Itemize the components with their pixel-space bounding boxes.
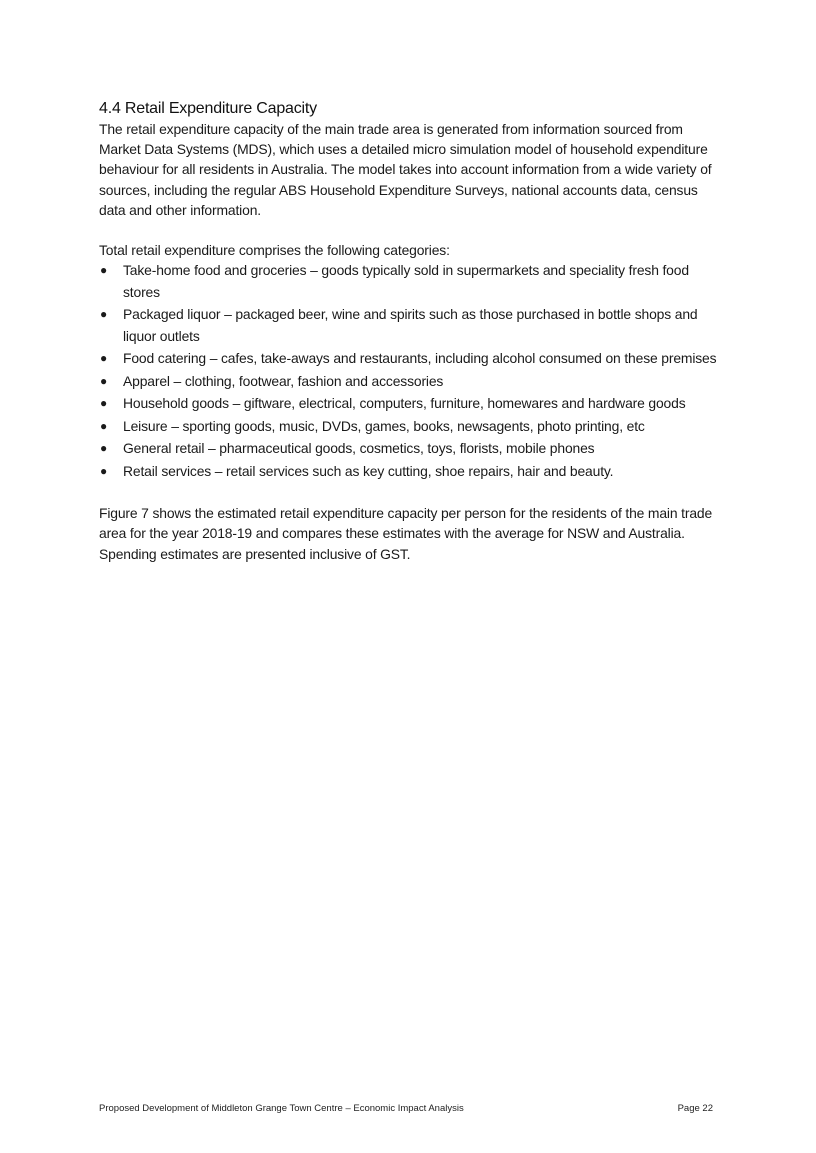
- bullet-icon: ●: [100, 373, 108, 388]
- bullet-icon: ●: [100, 463, 108, 478]
- page-content: [99, 99, 724, 564]
- list-item: [99, 461, 724, 483]
- list-item-text: Food catering – cafes, take-aways and restaurants, including alcohol consumed on these premises: [123, 350, 717, 367]
- list-item: [99, 438, 724, 460]
- bullet-icon: ●: [100, 351, 108, 366]
- footer-document-title: Proposed Development of Middleton Grange Town Centre – Economic Impact Analysis: [99, 1103, 464, 1114]
- category-list: [99, 260, 724, 482]
- list-item-text: Packaged liquor – packaged beer, wine and spirits such as those purchased in bottle shops and liquor outlets: [123, 306, 698, 344]
- bullet-icon: ●: [100, 307, 108, 322]
- list-item-text: Household goods – giftware, electrical, computers, furniture, homewares and hardware goods: [123, 395, 686, 412]
- bullet-icon: ●: [100, 263, 108, 278]
- bullet-icon: ●: [100, 396, 108, 411]
- intro-paragraph: The retail expenditure capacity of the main trade area is generated from information sourced from Market Data Systems (MDS), which uses a detailed micro simulation model of household expenditure behaviour for all residents in Australia. The model takes into account information from a wide variety of sources, including the regular ABS Household Expenditure Surveys, national accounts data, census data and other information.: [99, 121, 712, 218]
- list-item: [99, 371, 724, 393]
- paragraph-spacer: [99, 220, 724, 240]
- list-item-text: General retail – pharmaceutical goods, cosmetics, toys, florists, mobile phones: [123, 440, 595, 457]
- list-item-text: Take-home food and groceries – goods typically sold in supermarkets and speciality fresh food stores: [123, 262, 689, 300]
- bullet-icon: ●: [100, 441, 108, 456]
- list-item: [99, 304, 724, 347]
- list-item: [99, 260, 724, 303]
- list-item-text: Retail services – retail services such as key cutting, shoe repairs, hair and beauty.: [123, 462, 614, 479]
- page-footer: [99, 1103, 713, 1114]
- list-item-text: Apparel – clothing, footwear, fashion and accessories: [123, 372, 444, 389]
- categories-intro: Total retail expenditure comprises the following categories:: [99, 242, 450, 259]
- list-item: [99, 348, 724, 370]
- paragraph-spacer: [99, 483, 724, 503]
- list-item: [99, 393, 724, 415]
- list-item: [99, 416, 724, 438]
- bullet-icon: ●: [100, 418, 108, 433]
- section-heading: 4.4 Retail Expenditure Capacity: [99, 100, 317, 117]
- closing-paragraph: Figure 7 shows the estimated retail expenditure capacity per person for the residents of the main trade area for the year 2018-19 and compares these estimates with the average for NSW and Australia. Spending estimates are presented inclusive of GST.: [99, 505, 713, 562]
- list-item-text: Leisure – sporting goods, music, DVDs, games, books, newsagents, photo printing, etc: [123, 417, 645, 434]
- footer-page-number: Page 22: [677, 1103, 713, 1114]
